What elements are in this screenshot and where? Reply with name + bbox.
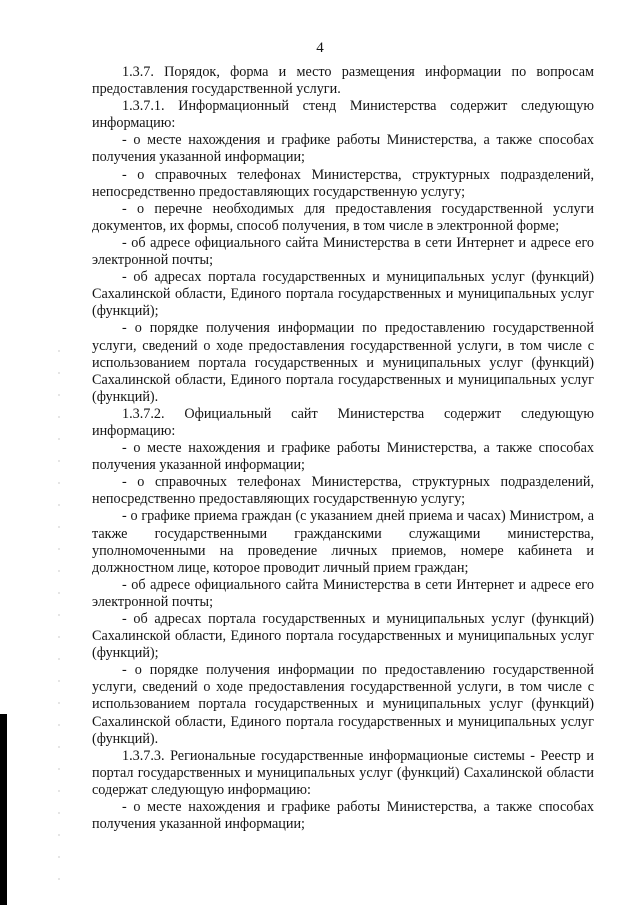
scan-artifact-dots [58, 340, 60, 880]
list-item: - о месте нахождения и графике работы Министерства, а также способах получения указанной информации; [92, 799, 594, 833]
list-item: - об адресе официального сайта Министерства в сети Интернет и адресе его электронной почты; [92, 576, 594, 610]
paragraph-section-1-3-7-1: 1.3.7.1. Информационный стенд Министерства содержит следующую информацию: [92, 98, 594, 132]
list-item: - о перечне необходимых для предоставления государственной услуги документов, их формы, способ получения, в том числе в электронной форме; [92, 200, 594, 234]
list-item: - о порядке получения информации по предоставлению государственной услуги, сведений о ходе предоставления государственной услуги, в том числе с использованием портала государственных и муниципальных услуг (функций) Сахалинской области, Единого портала государственных и муниципальных услуг (функций). [92, 662, 594, 747]
paragraph-section-1-3-7: 1.3.7. Порядок, форма и место размещения информации по вопросам предоставления государственной услуги. [92, 64, 594, 98]
list-item: - о справочных телефонах Министерства, структурных подразделений, непосредственно предоставляющих государственную услугу; [92, 474, 594, 508]
list-item: - о месте нахождения и графике работы Министерства, а также способах получения указанной информации; [92, 132, 594, 166]
list-item: - об адресах портала государственных и муниципальных услуг (функций) Сахалинской области, Единого портала государственных и муниципальных услуг (функций); [92, 269, 594, 320]
list-item: - об адресах портала государственных и муниципальных услуг (функций) Сахалинской области, Единого портала государственных и муниципальных услуг (функций); [92, 611, 594, 662]
paragraph-section-1-3-7-3: 1.3.7.3. Региональные государственные информационые системы - Реестр и портал государственных и муниципальных услуг (функций) Сахалинской области содержат следующую информацию: [92, 747, 594, 798]
page-number: 4 [316, 40, 324, 56]
scan-edge-bar [0, 714, 7, 905]
list-item: - о месте нахождения и графике работы Министерства, а также способах получения указанной информации; [92, 440, 594, 474]
list-item: - о справочных телефонах Министерства, структурных подразделений, непосредственно предоставляющих государственную услугу; [92, 166, 594, 200]
paragraph-section-1-3-7-2: 1.3.7.2. Официальный сайт Министерства содержит следующую информацию: [92, 405, 594, 439]
document-body [92, 64, 594, 833]
list-item: - о порядке получения информации по предоставлению государственной услуги, сведений о ходе предоставления государственной услуги, в том числе с использованием портала государственных и муниципальных услуг (функций) Сахалинской области, Единого портала государственных и муниципальных услуг (функций). [92, 320, 594, 405]
list-item: - об адресе официального сайта Министерства в сети Интернет и адресе его электронной почты; [92, 234, 594, 269]
list-item: - о графике приема граждан (с указанием дней приема и часах) Министром, а также государственными гражданскими служащими министерства, уполномоченными на проведение личных приемов, номере кабинета и должностном лице, которое проводит личный прием граждан; [92, 508, 594, 576]
